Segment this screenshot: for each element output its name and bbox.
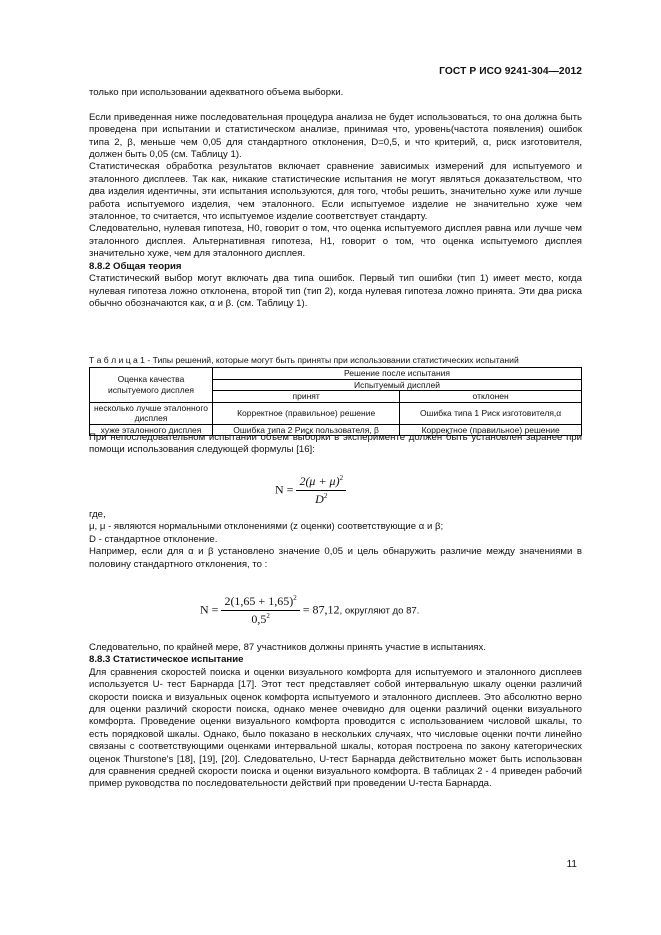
table-cell: Корректное (правильное) решение [400, 424, 582, 436]
paragraph: Следовательно, нулевая гипотеза, H0, говорит о том, что оценка испытуемого дисплея равна или лучше чем эталонного дисплея. Альтернативная гипотеза, H1, говорит о том, что оценка испытуемого дисплея значительно хуже, чем для эталонного дисплея. [89, 223, 582, 260]
decision-table [89, 367, 582, 436]
paragraph: Статистический выбор могут включать два типа ошибок. Первый тип ошибки (тип 1) имеет место, когда нулевая гипотеза ложно отклонена, второй тип (тип 2), когда нулевая гипотеза ложно принята. Эти два риска обычно обозначаются как, α и β. (см. Таблицу 1). [89, 273, 582, 309]
body-text-sequential [89, 432, 582, 457]
exponent: 2 [339, 474, 344, 482]
paragraph [89, 99, 582, 161]
table-cell: хуже эталонного дисплея [90, 424, 213, 436]
table-cell: несколько лучше эталонного дисплея [90, 402, 213, 424]
body-text-definitions [89, 509, 582, 571]
formula-denominator: 0,5 [251, 612, 267, 626]
paragraph: При непоследовательном испытании объем выборки в эксперименте должен быть установлен заранее при помощи использования следующей формулы [16]: [89, 432, 582, 456]
formula-sample-size [275, 474, 346, 507]
paragraph: где, [89, 509, 106, 520]
paragraph: Для сравнения скоростей поиска и оценки визуального комфорта для испытуемого и эталонного дисплеев используется U- тест Барнарда [17]. Этот тест представляет собой интервальную шкалу оценки различий скорости поиска и визуальных оценок комфорта испытуемого и эталонного дисплеев. Это абсолютно верно для оценки различий скорости поиска, однако менее очевидно для оценки различий оценки визуального комфорта. Проведение оценки визуального комфорта проводится с использованием числовой шкалы, то есть порядковой шкалы. Однако, было показано в нескольких случаях, что числовые оценки почти линейно связаны с соответствующими оценками интервальной шкалы, которая построена по закону категорических оценок Thurstone's [18], [19], [20]. Следовательно, U-тест Барнарда действительно может быть использован для сравнения средней скорости поиска и оценки визуального комфорта. В таблицах 2 - 4 приведен рабочий пример руководства по последовательности действий при проведении U-теста Барнарда. [89, 666, 582, 790]
paragraph: Следовательно, по крайней мере, 87 участников должны принять участие в испытаниях. [89, 642, 486, 653]
table-cell: Ошибка типа 2 Риск пользователя, β [213, 424, 400, 436]
exponent: 2 [323, 492, 328, 500]
paragraph: Статистическая обработка результатов включает сравнение зависимых измерений для испытуемого и эталонного дисплеев. Так как, никакие статистические испытания не могут являться доказательством, что два изделия идентичны, эти испытания используются, для того, чтобы решить, значительно хуже или лучше работа испытуемого изделия, чем эталонного. Если испытуемое изделие не значительно хуже чем эталонное, то считается, что испытуемое изделие соответствует стандарту. [89, 161, 582, 223]
document-header: ГОСТ Р ИСО 9241-304—2012 [439, 66, 582, 77]
formula-denominator: D [315, 492, 324, 506]
definition-d: D - стандартное отклонение. [89, 533, 218, 545]
formula-lhs: N = [200, 602, 219, 617]
table-row [90, 402, 582, 424]
formula-lhs: N = [275, 482, 294, 497]
formula-numerator: 2(μ + μ) [299, 474, 340, 488]
table-header-cell: Оценка качества испытуемого дисплея [90, 368, 213, 403]
formula-numerator: 2(1,65 + 1,65) [224, 594, 294, 608]
paragraph: Например, если для α и β установлено значение 0,05 и цель обнаружить различие между значениями в половину стандартного отклонения, то : [89, 546, 582, 570]
table-cell: Ошибка типа 1 Риск изготовителя,α [400, 402, 582, 424]
table-cell: Корректное (правильное) решение [213, 402, 400, 424]
table-header-cell: Испытуемый дисплей [213, 379, 582, 391]
formula-fraction [296, 474, 346, 507]
paragraph-text: Если приведенная ниже последовательная процедура анализа не будет использоваться, то она должна быть проведена при испытании и статистическом анализе, принимая что, уровень(частота появления) ошибок типа 2, β, меньше чем 0,05 для стандартного отклонения, D=0,5, и что критерий, α, риск изготовителя, должен быть 0,05 (см. Таблицу 1). [89, 111, 582, 161]
body-text-bottom [89, 642, 582, 791]
section-title: 8.8.2 Общая теория [89, 260, 182, 272]
formula-fraction [221, 594, 299, 627]
section-title: 8.8.3 Статистическое испытание [89, 654, 244, 666]
table-caption: Т а б л и ц а 1 - Типы решений, которые могут быть приняты при использовании статистических испытаний [89, 355, 519, 365]
definition-mu: μ, μ - являются нормальными отклонениями (z оценки) соответствующие α и β; [89, 521, 444, 533]
body-text-top [89, 87, 582, 310]
formula-example [200, 594, 419, 627]
table-header-cell: Решение после испытания [213, 368, 582, 380]
paragraph: только при использовании адекватного объема выборки. [89, 87, 344, 98]
table-header-cell: принят [213, 391, 400, 403]
exponent: 2 [293, 594, 297, 602]
table-header-cell: отклонен [400, 391, 582, 403]
formula-note: , округляют до 87. [339, 605, 420, 617]
exponent: 2 [266, 612, 270, 620]
page-number: 11 [566, 859, 577, 870]
formula-result: = 87,12 [302, 602, 340, 617]
